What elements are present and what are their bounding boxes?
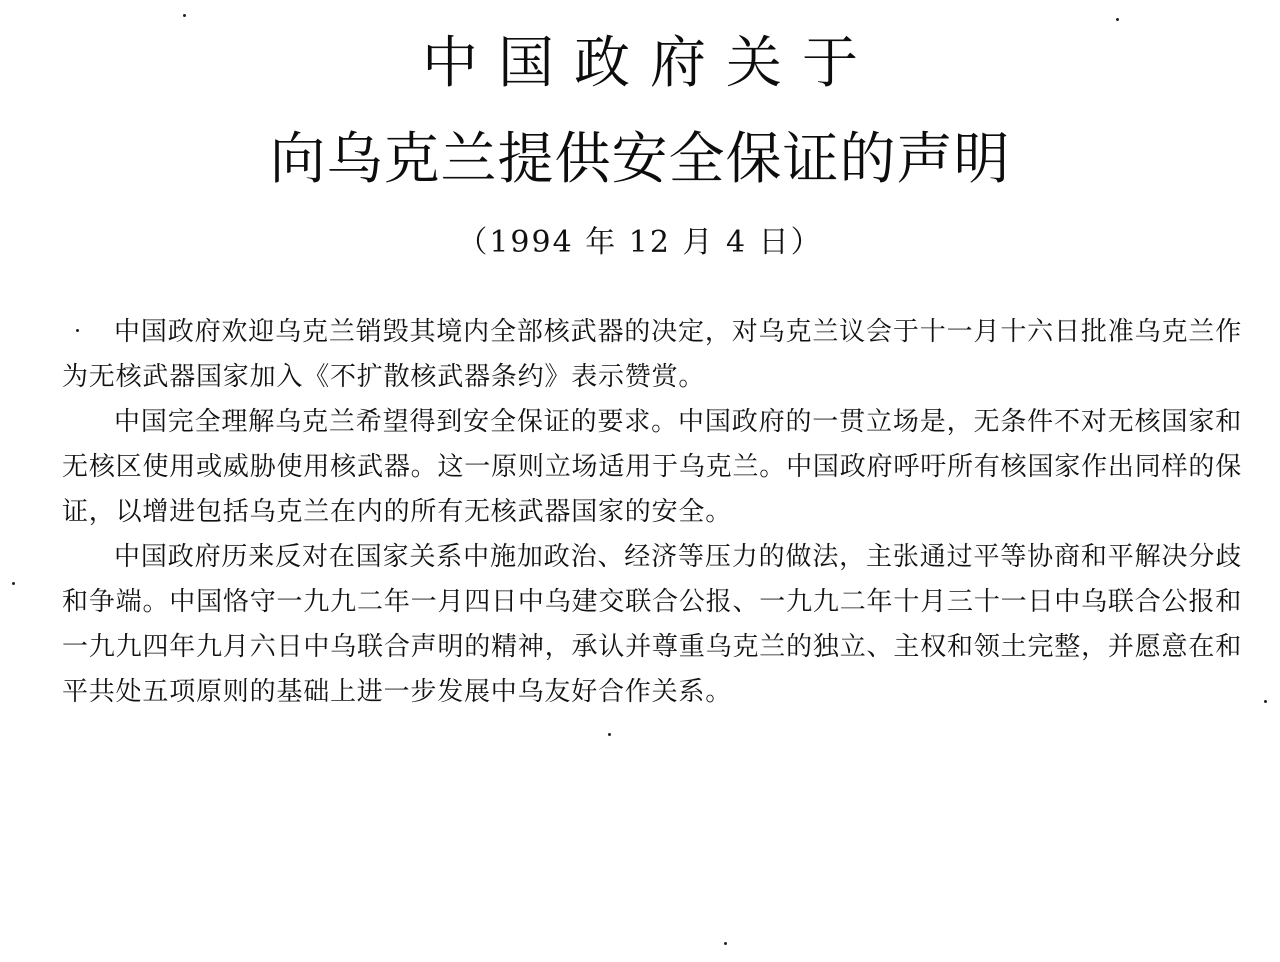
document-title-line-1: 中国政府关于: [422, 31, 878, 96]
scan-speck: [76, 329, 79, 332]
paragraph-2: 中国完全理解乌克兰希望得到安全保证的要求。中国政府的一贯立场是，无条件不对无核国家和无核区使用或威胁使用核武器。这一原则立场适用于乌克兰。中国政府呼吁所有核国家作出同样的保证，以增进包括乌克兰在内的所有无核武器国家的安全。: [62, 407, 1242, 527]
paragraph-1: 中国政府欢迎乌克兰销毁其境内全部核武器的决定，对乌克兰议会于十一月十六日批准乌克兰作为无核武器国家加入《不扩散核武器条约》表示赞赏。: [62, 317, 1242, 392]
paragraph-3: 中国政府历来反对在国家关系中施加政治、经济等压力的做法，主张通过平等协商和平解决分歧和争端。中国恪守一九九二年一月四日中乌建交联合公报、一九九二年十月三十一日中乌联合公报和一九九四年九月六日中乌联合声明的精神，承认并尊重乌克兰的独立、主权和领土完整，并愿意在和平共处五项原则的基础上进一步发展中乌友好合作关系。: [62, 542, 1242, 707]
scan-speck: [608, 733, 611, 736]
document-title-line-2: 向乌克兰提供安全保证的声明: [269, 127, 1011, 192]
document-body: [62, 310, 1242, 715]
scan-speck: [1116, 18, 1119, 21]
scan-speck: [1264, 700, 1267, 703]
scan-speck: [183, 14, 186, 17]
scan-speck: [724, 942, 727, 945]
document-date: （1994 年 12 月 4 日）: [457, 225, 823, 260]
scan-speck: [12, 582, 15, 585]
